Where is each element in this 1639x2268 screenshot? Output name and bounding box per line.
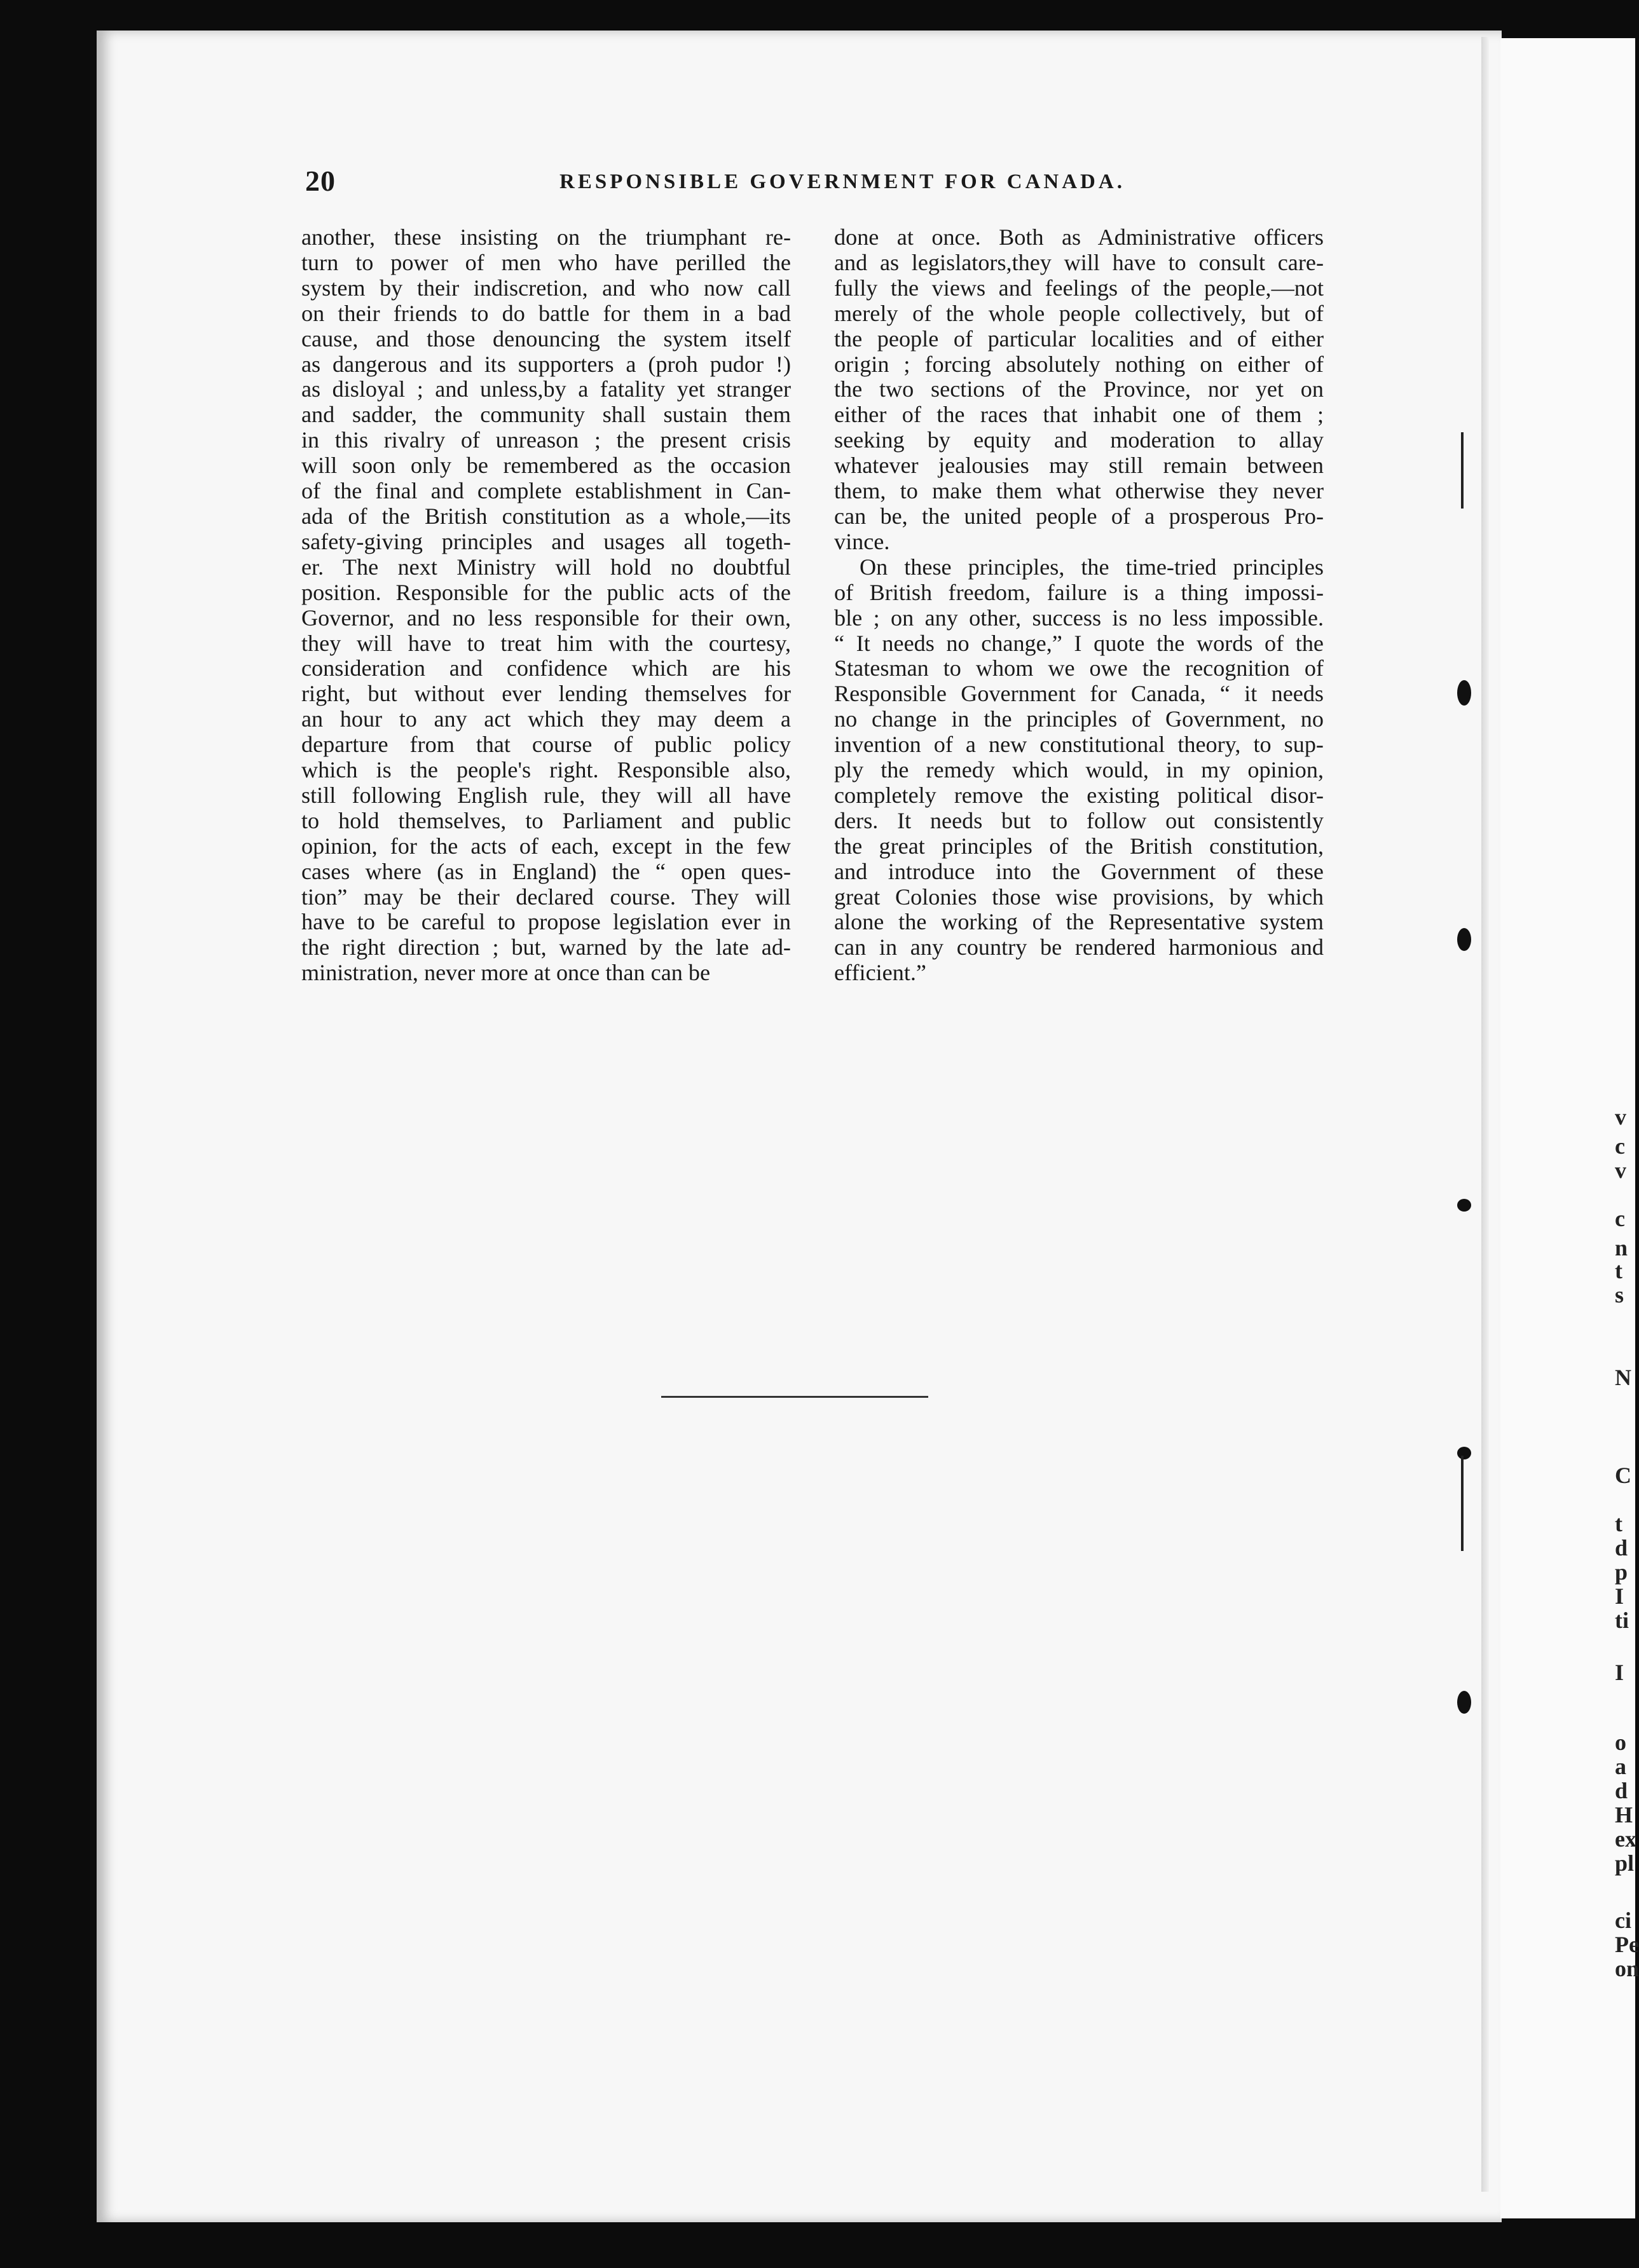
binding-thread (1461, 1456, 1464, 1551)
text-line: right, but without ever lending themselves for (301, 681, 791, 707)
facing-text-fragment: a (1615, 1754, 1626, 1779)
book-gutter (1481, 37, 1489, 2192)
facing-text-fragment: d (1615, 1535, 1628, 1561)
text-line: ble ; on any other, success is no less impossible. (834, 605, 1324, 631)
running-head (305, 164, 1500, 202)
text-line: can be, the united people of a prosperous Pro- (834, 503, 1324, 529)
text-line: merely of the whole people collectively, but of (834, 300, 1324, 326)
text-line: Statesman to whom we owe the recognition of (834, 655, 1324, 681)
text-line: completely remove the existing political disor- (834, 782, 1324, 808)
text-line: efficient.” (834, 960, 926, 986)
text-line: them, to make them what otherwise they never (834, 478, 1324, 504)
text-line: Governor, and no less responsible for their own, (301, 605, 791, 631)
facing-text-fragment: pl (1615, 1850, 1635, 1876)
text-line: an hour to any act which they may deem a (301, 706, 791, 732)
text-line: have to be careful to propose legislation ever in (301, 909, 791, 935)
running-title: RESPONSIBLE GOVERNMENT FOR CANADA. (559, 170, 1125, 193)
text-line: “ It needs no change,” I quote the words of the (834, 630, 1324, 656)
facing-text-fragment: c (1615, 1206, 1625, 1231)
text-line: the great principles of the British constitution, (834, 833, 1324, 859)
text-line: vince. (834, 528, 890, 554)
text-line: which is the people's right. Responsible also, (301, 757, 791, 783)
text-line: seeking by equity and moderation to allay (834, 427, 1324, 453)
facing-text-fragment: on (1615, 1956, 1639, 1981)
text-line: another, these insisting on the triumphant re- (301, 224, 791, 250)
text-line: alone the working of the Representative system (834, 909, 1324, 935)
text-line: in this rivalry of unreason ; the present crisis (301, 427, 791, 453)
facing-text-fragment: N (1615, 1365, 1631, 1390)
facing-text-fragment: d (1615, 1778, 1628, 1803)
text-line: system by their indiscretion, and who now call (301, 275, 791, 301)
text-line: ders. It needs but to follow out consistently (834, 807, 1324, 833)
page-number: 20 (305, 165, 336, 197)
facing-text-fragment: c (1615, 1133, 1625, 1159)
binding-stitch (1457, 1199, 1471, 1212)
binding-stitch (1457, 1447, 1471, 1459)
text-line: to hold themselves, to Parliament and public (301, 807, 791, 833)
text-line: consideration and confidence which are his (301, 655, 791, 681)
facing-text-fragment: v (1615, 1158, 1626, 1183)
text-line: opinion, for the acts of each, except in the few (301, 833, 791, 859)
text-line: as disloyal ; and unless,by a fatality yet stranger (301, 376, 791, 402)
text-line: ministration, never more at once than can be (301, 960, 711, 986)
right-paragraph-1 (834, 225, 1324, 555)
text-line: as dangerous and its supporters a (proh pudor !) (301, 351, 791, 377)
text-line: turn to power of men who have perilled the (301, 249, 791, 275)
text-line: On these principles, the time-tried principles (860, 554, 1324, 580)
text-line: of the final and complete establishment in Can- (301, 478, 791, 504)
text-line: ada of the British constitution as a whole,—its (301, 503, 791, 529)
text-line: great Colonies those wise provisions, by which (834, 884, 1324, 910)
facing-text-fragment: ex (1615, 1826, 1636, 1852)
end-rule (661, 1396, 928, 1398)
text-line: still following English rule, they will all have (301, 782, 791, 808)
facing-text-fragment: C (1615, 1463, 1631, 1488)
facing-text-fragment: n (1615, 1235, 1628, 1260)
binding-stitch (1457, 928, 1471, 951)
facing-text-fragment: o (1615, 1730, 1626, 1755)
text-line: departure from that course of public policy (301, 732, 791, 758)
text-line: can in any country be rendered harmonious and (834, 934, 1324, 960)
text-line: the two sections of the Province, nor yet on (834, 376, 1324, 402)
facing-text-fragment: t (1615, 1511, 1622, 1536)
facing-page (1500, 38, 1639, 2218)
text-line: cases where (as in England) the “ open ques- (301, 858, 791, 884)
left-paragraph (301, 225, 791, 986)
text-line: fully the views and feelings of the people,—not (834, 275, 1324, 301)
right-paragraph-2 (834, 555, 1324, 986)
facing-text-fragment: s (1615, 1282, 1624, 1308)
facing-text-fragment: H (1615, 1802, 1633, 1827)
text-line: invention of a new constitutional theory, to sup- (834, 732, 1324, 758)
right-column (834, 225, 1324, 986)
facing-text-fragment: I (1615, 1660, 1624, 1685)
text-line: the right direction ; but, warned by the late ad- (301, 934, 791, 960)
left-column (301, 225, 791, 986)
text-line: ply the remedy which would, in my opinion, (834, 757, 1324, 783)
text-line: origin ; forcing absolutely nothing on either of (834, 351, 1324, 377)
text-line: Responsible Government for Canada, “ it needs (834, 681, 1324, 707)
text-line: and sadder, the community shall sustain them (301, 402, 791, 428)
facing-text-fragment: I (1615, 1583, 1624, 1609)
text-line: will soon only be remembered as the occasion (301, 453, 791, 479)
facing-text-fragment: v (1615, 1104, 1626, 1130)
text-line: they will have to treat him with the courtesy, (301, 630, 791, 656)
text-line: whatever jealousies may still remain between (834, 453, 1324, 479)
text-line: tion” may be their declared course. They will (301, 884, 791, 910)
binding-stitch (1457, 1691, 1471, 1714)
text-line: done at once. Both as Administrative officers (834, 224, 1324, 250)
text-line: of British freedom, failure is a thing impossi- (834, 579, 1324, 605)
text-line: er. The next Ministry will hold no doubtful (301, 554, 791, 580)
text-line: position. Responsible for the public acts of the (301, 579, 791, 605)
text-line: cause, and those denouncing the system itself (301, 325, 791, 352)
text-line: on their friends to do battle for them in a bad (301, 300, 791, 326)
text-line: and introduce into the Government of these (834, 858, 1324, 884)
facing-text-fragment: p (1615, 1559, 1628, 1585)
facing-text-fragment: Pe (1615, 1932, 1639, 1957)
facing-text-fragment: ti (1615, 1608, 1629, 1633)
binding-stitch (1457, 680, 1471, 706)
facing-text-fragment: ci (1615, 1908, 1631, 1933)
text-line: the people of particular localities and of either (834, 325, 1324, 352)
text-line: no change in the principles of Government, no (834, 706, 1324, 732)
text-line: and as legislators,they will have to consult care- (834, 249, 1324, 275)
facing-text-fragment: t (1615, 1258, 1622, 1283)
text-line: safety-giving principles and usages all togeth- (301, 528, 791, 554)
text-line: either of the races that inhabit one of them ; (834, 402, 1324, 428)
binding-thread (1461, 432, 1464, 509)
